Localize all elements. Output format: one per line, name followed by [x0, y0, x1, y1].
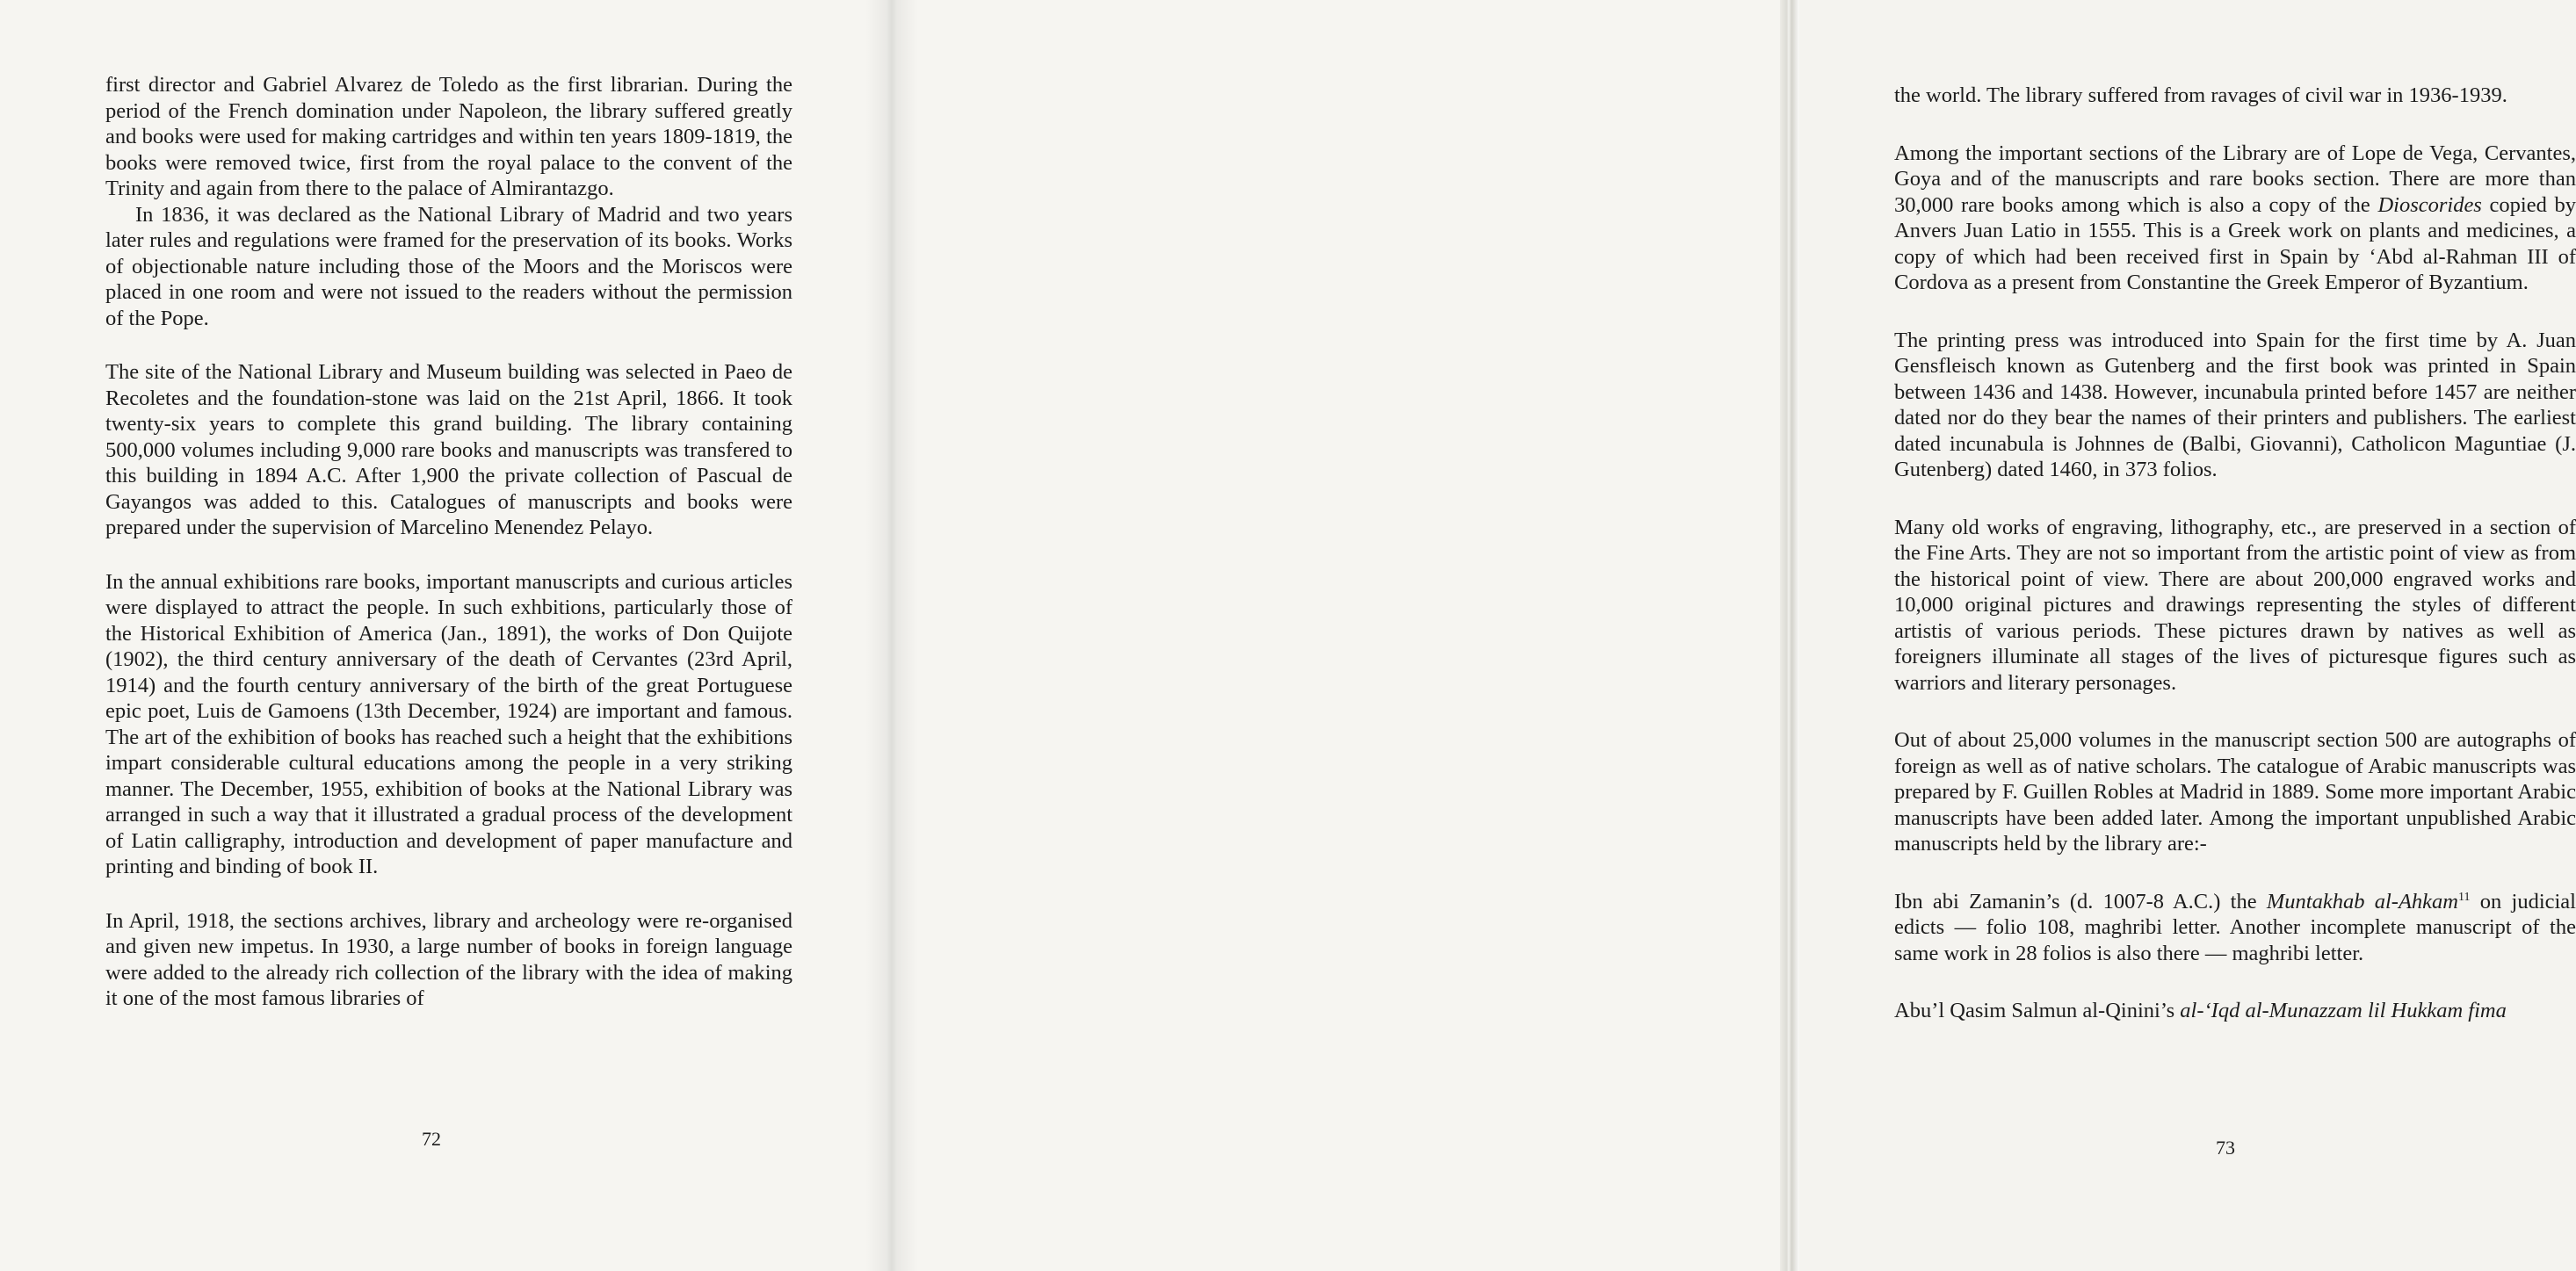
paragraph-left-1: first director and Gabriel Alvarez de Toledo as the first librarian. During the period of the French domination under Napoleon, the library suffered greatly and books were used for making cartridges and within ten years 1809-1819, the books were removed twice, first from the royal palace to the convent of the Trinity and again from there to the palace of Almirantazgo. [105, 73, 792, 200]
paragraph-right-5: Out of about 25,000 volumes in the manuscript section 500 are autographs of foreign as well as of native scholars. The catalogue of Arabic manuscripts was prepared by F. Guillen Robles at Madrid in 1889. Some more important Arabic manuscripts have been added later. Among the important unpublished Arabic manuscripts held by the library are:- [1894, 728, 2576, 856]
page-number-left: 72 [422, 1128, 441, 1150]
paragraph-right-3: The printing press was introduced into Spain for the first time by A. Juan Gensfleisch known as Gutenberg and the first book was printed in Spain between 1436 and 1438. However, incunabula printed before 1457 are neither dated nor do they bear the names of their printers and publishers. The earliest dated incunabula is Johnnes de (Balbi, Giovanni), Catholicon Maguntiae (J. Gutenberg) dated 1460, in 373 folios. [1894, 328, 2576, 481]
left-text-column [105, 72, 792, 1012]
paragraph-right-7 [1894, 998, 2576, 1024]
paragraph-right-1: the world. The library suffered from ravages of civil war in 1936-1939. [1894, 83, 2507, 107]
paragraph-right-6-text-c: on judicial edicts — folio 108, maghribi letter. Another incomplete manuscript of the same work in 28 folios is also there — maghribi letter. [1894, 889, 2576, 965]
title-dioscorides: Dioscorides [2377, 192, 2482, 217]
right-text-column [1894, 83, 2576, 1024]
paragraph-right-7-text-a: Abu’l Qasim Salmun al-Qinini’s [1894, 999, 2181, 1022]
page-number-right: 73 [2216, 1137, 2235, 1159]
paragraph-left-3: The site of the National Library and Museum building was selected in Paeo de Recoletes and the foundation-stone was laid on the 21st April, 1866. It took twenty-six years to complete this grand building. The library containing 500,000 volumes including 9,000 rare books and manuscripts was transfered to this building in 1894 A.C. After 1,900 the private collection of Pascual de Gayangos was added to this. Catalogues of manuscripts and books were prepared under the supervision of Marcelino Menendez Pelayo. [105, 360, 792, 539]
paragraph-right-6 [1894, 889, 2576, 967]
paragraph-left-2: In 1836, it was declared as the National Library of Madrid and two years later rules and regulations were framed for the preservation of its books. Works of objectionable nature including those of the Moors and the Moriscos were placed in one room and were not issued to the readers without the permission of the Pope. [105, 202, 792, 330]
paragraph-right-2-text-c: copied by Anvers Juan Latio in 1555. This is a Greek work on plants and medicines, a copy of which had been received first in Spain by ‘Abd al-Rahman III of Cordova as a present from Constantine the Greek Emperor of Byzantium. [1894, 192, 2576, 294]
title-muntakhab: Muntakhab al-Ahkam [2266, 889, 2458, 914]
footnote-marker: 11 [2457, 890, 2471, 904]
left-page [0, 0, 879, 1271]
paragraph-right-2-text-a: Among the important sections of the Library are of Lope de Vega, Cervantes, Goya and of the manuscripts and rare books section. There are more than 30,000 rare books among which is also a copy of the [1894, 141, 2576, 217]
title-al-iqd: al-‘Iqd al-Munazzam lil Hukkam fima [2180, 999, 2507, 1022]
paragraph-right-2 [1894, 141, 2576, 296]
page-edge-right [1780, 0, 1799, 1271]
paragraph-left-5: In April, 1918, the sections archives, library and archeology were re-organised and given new impetus. In 1930, a large number of books in foreign language were added to the already rich collection of the library with the idea of making it one of the most famous libraries of [105, 908, 792, 1010]
paragraph-left-4: In the annual exhibitions rare books, important manuscripts and curious articles were displayed to attract the people. In such exhbitions, particularly those of the Historical Exhibition of America (Jan., 1891), the works of Don Quijote (1902), the third century anniversary of the death of Cervantes (23rd April, 1914) and the fourth century anniversary of the birth of the great Portuguese epic poet, Luis de Gamoens (13th December, 1924) are important and famous. The art of the exhibition of books has reached such a height that the exhibitions impart considerable cultural educations among the people in a very striking manner. The December, 1955, exhibition of books at the National Library was arranged in such a way that it illustrated a gradual process of the development of Latin calligraphy, introduction and development of paper manufacture and printing and binding of book II. [105, 569, 792, 878]
paragraph-right-6-text-a: Ibn abi Zamanin’s (d. 1007-8 A.C.) the [1894, 889, 2267, 914]
paragraph-right-4: Many old works of engraving, lithography, etc., are preserved in a section of the Fine Arts. They are not so important from the artistic point of view as from the historical point of view. There are about 200,000 engraved works and 10,000 original pictures and drawings representing the styles of different artistis of various periods. These pictures drawn by natives as well as foreigners illuminate all stages of the lives of picturesque figures such as warriors and literary personages. [1894, 515, 2576, 695]
right-page [896, 0, 2576, 1271]
